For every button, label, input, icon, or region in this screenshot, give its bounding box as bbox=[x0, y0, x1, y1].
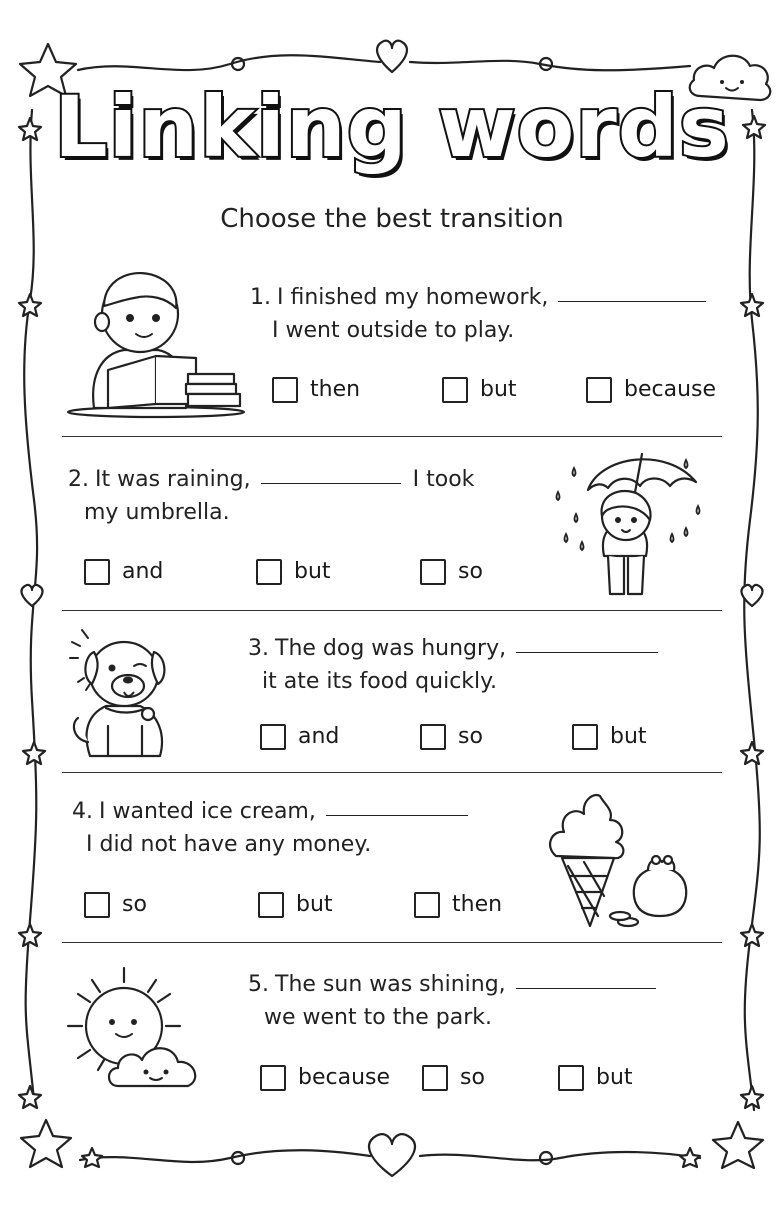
checkbox[interactable] bbox=[84, 892, 110, 918]
page-title: Linking words bbox=[54, 78, 730, 176]
question-1 bbox=[250, 281, 706, 347]
section-divider bbox=[62, 610, 722, 611]
option-label: so bbox=[458, 559, 483, 584]
question-text-line2: we went to the park. bbox=[264, 1005, 493, 1030]
sun-cloud-icon bbox=[62, 964, 212, 1094]
option-and[interactable] bbox=[84, 557, 163, 587]
question-2 bbox=[68, 463, 474, 529]
option-label: but bbox=[610, 724, 647, 749]
option-label: but bbox=[294, 559, 331, 584]
checkbox[interactable] bbox=[422, 1065, 448, 1091]
option-label: because bbox=[298, 1065, 391, 1090]
question-text: The dog was hungry, bbox=[275, 636, 507, 661]
option-label: so bbox=[458, 724, 483, 749]
page-subtitle: Choose the best transition bbox=[220, 204, 564, 234]
question-text: The sun was shining, bbox=[275, 972, 506, 997]
answer-blank[interactable] bbox=[516, 651, 658, 653]
option-so[interactable] bbox=[420, 557, 483, 587]
checkbox[interactable] bbox=[420, 559, 446, 585]
option-but[interactable] bbox=[256, 557, 331, 587]
checkbox[interactable] bbox=[442, 377, 468, 403]
question-number: 5. bbox=[248, 972, 269, 997]
question-text-line2: I did not have any money. bbox=[86, 832, 372, 857]
question-5 bbox=[248, 968, 656, 1034]
checkbox[interactable] bbox=[272, 377, 298, 403]
question-text: It was raining, bbox=[95, 467, 251, 492]
checkbox[interactable] bbox=[420, 724, 446, 750]
checkbox[interactable] bbox=[84, 559, 110, 585]
option-label: but bbox=[480, 377, 517, 402]
option-label: and bbox=[122, 559, 164, 584]
puppy-icon bbox=[62, 622, 192, 762]
section-divider bbox=[62, 772, 722, 773]
checkbox[interactable] bbox=[572, 724, 598, 750]
option-label: because bbox=[624, 377, 717, 402]
ice-cream-icon bbox=[544, 786, 696, 932]
question-text-line2: I went outside to play. bbox=[272, 318, 515, 343]
checkbox[interactable] bbox=[414, 892, 440, 918]
question-4 bbox=[72, 795, 468, 861]
question-number: 2. bbox=[68, 467, 89, 492]
question-number: 1. bbox=[250, 285, 271, 310]
option-label: so bbox=[460, 1065, 485, 1090]
option-then[interactable] bbox=[414, 890, 502, 920]
option-then[interactable] bbox=[272, 375, 360, 405]
question-text-after: I took bbox=[412, 467, 475, 492]
option-label: and bbox=[298, 724, 340, 749]
option-because[interactable] bbox=[260, 1063, 390, 1093]
checkbox[interactable] bbox=[558, 1065, 584, 1091]
question-text-line2: my umbrella. bbox=[84, 500, 230, 525]
answer-blank[interactable] bbox=[261, 482, 401, 484]
answer-blank[interactable] bbox=[326, 814, 468, 816]
answer-blank[interactable] bbox=[558, 300, 706, 302]
question-number: 3. bbox=[248, 636, 269, 661]
option-but[interactable] bbox=[442, 375, 517, 405]
option-so[interactable] bbox=[422, 1063, 485, 1093]
option-label: but bbox=[596, 1065, 633, 1090]
checkbox[interactable] bbox=[260, 724, 286, 750]
option-but[interactable] bbox=[258, 890, 333, 920]
option-so[interactable] bbox=[84, 890, 147, 920]
checkbox[interactable] bbox=[260, 1065, 286, 1091]
checkbox[interactable] bbox=[256, 559, 282, 585]
question-text: I finished my homework, bbox=[277, 285, 549, 310]
option-but[interactable] bbox=[558, 1063, 633, 1093]
option-label: but bbox=[296, 892, 333, 917]
checkbox[interactable] bbox=[586, 377, 612, 403]
option-but[interactable] bbox=[572, 722, 647, 752]
option-because[interactable] bbox=[586, 375, 716, 405]
answer-blank[interactable] bbox=[516, 987, 656, 989]
section-divider bbox=[62, 436, 722, 437]
checkbox[interactable] bbox=[258, 892, 284, 918]
option-and[interactable] bbox=[260, 722, 339, 752]
option-label: so bbox=[122, 892, 147, 917]
option-label: then bbox=[452, 892, 503, 917]
boy-reading-icon bbox=[64, 258, 248, 420]
question-3 bbox=[248, 632, 658, 698]
question-text: I wanted ice cream, bbox=[99, 799, 316, 824]
option-so[interactable] bbox=[420, 722, 483, 752]
girl-umbrella-icon bbox=[546, 446, 716, 606]
question-text-line2: it ate its food quickly. bbox=[262, 669, 498, 694]
section-divider bbox=[62, 942, 722, 943]
option-label: then bbox=[310, 377, 361, 402]
question-number: 4. bbox=[72, 799, 93, 824]
